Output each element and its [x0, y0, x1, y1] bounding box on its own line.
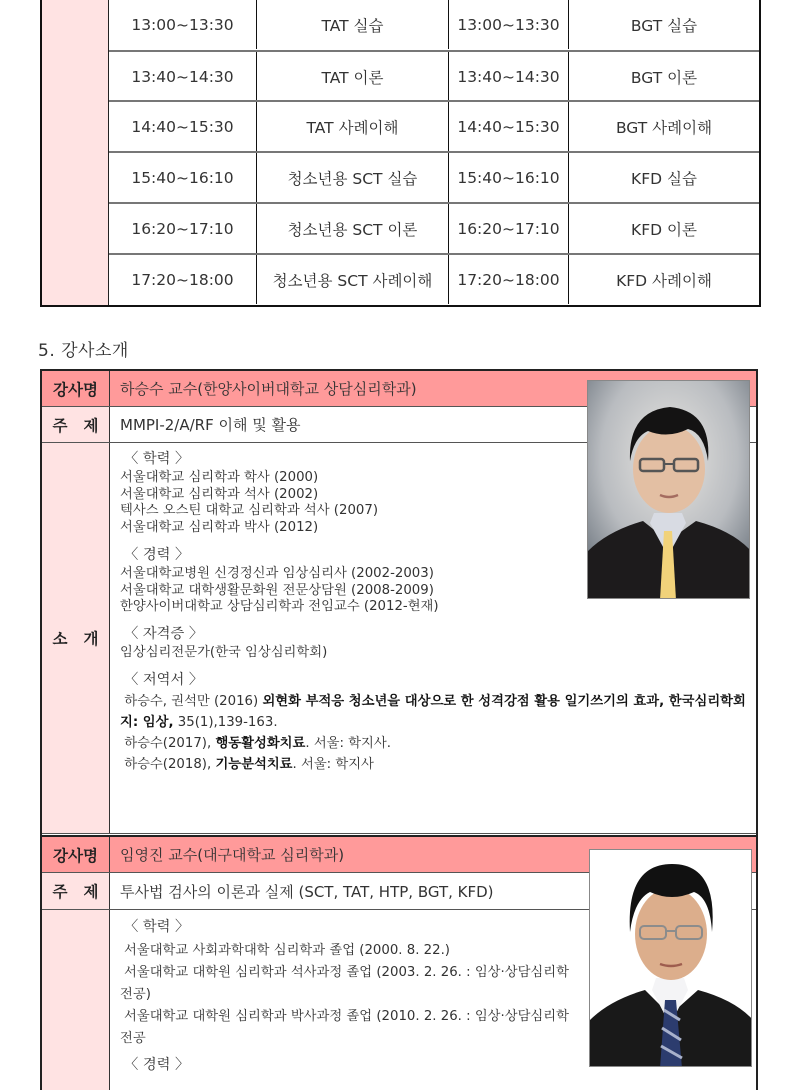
subject-a: 청소년용 SCT 사례이해	[257, 255, 449, 304]
subject-b: KFD 실습	[631, 169, 697, 188]
education-item: 서울대학교 대학원 심리학과 박사과정 졸업 (2010. 2. 26. : 임상·상담심리학 전공	[120, 1009, 569, 1046]
instructor-name: 임영진 교수(대구대학교 심리학과)	[120, 846, 345, 864]
education-heading: 〈 학력 〉	[124, 919, 190, 935]
career-item: 한양사이버대학교 상담심리학과 전임교수 (2012-현재)	[120, 599, 439, 615]
time-a: 13:00~13:30	[109, 0, 257, 49]
schedule-rows	[109, 0, 759, 305]
topic-value: 투사법 검사의 이론과 실제 (SCT, TAT, HTP, BGT, KFD)	[120, 882, 494, 901]
education-item: 서울대학교 심리학과 석사 (2002)	[120, 486, 319, 502]
instructor-photo	[589, 849, 752, 1067]
career-heading: 〈 경력 〉	[124, 1057, 190, 1073]
time-a: 16:20~17:10	[109, 204, 257, 253]
subject-a: TAT 사례이해	[257, 102, 449, 151]
schedule-table	[40, 0, 761, 307]
schedule-row	[109, 202, 759, 253]
schedule-row	[109, 151, 759, 202]
schedule-side-column	[42, 0, 109, 305]
career-item: 서울대학교병원 신경정신과 임상심리사 (2002-2003)	[120, 565, 434, 581]
name-label: 강사명	[42, 371, 110, 406]
subject-b: BGT 사례이해	[615, 118, 713, 137]
publication-item: 하승수(2017), 행동활성화치료. 서울: 학지사.	[124, 735, 391, 751]
time-b: 16:20~17:10	[449, 204, 569, 253]
subject-a: TAT 실습	[257, 0, 449, 49]
education-item: 서울대학교 심리학과 학사 (2000)	[120, 469, 319, 485]
career-item: 서울대학교 대학생활문화원 전문상담원 (2008-2009)	[120, 582, 434, 598]
education-item: 텍사스 오스틴 대학교 심리학과 석사 (2007)	[120, 503, 379, 519]
time-a: 15:40~16:10	[109, 153, 257, 202]
subject-b: BGT 실습	[630, 16, 698, 35]
portrait-icon	[590, 850, 752, 1067]
publication-item: 하승수, 권석만 (2016) 외현화 부적응 청소년을 대상으로 한 성격강점 활용 일기쓰기의 효과, 한국심리학회지: 임상, 35(1),139-163.	[120, 693, 746, 730]
time-b: 14:40~15:30	[449, 102, 569, 151]
publication-item: 하승수(2018), 기능분석치료. 서울: 학지사	[124, 756, 374, 772]
portrait-icon	[588, 381, 750, 599]
time-b: 13:00~13:30	[449, 0, 569, 49]
education-heading: 〈 학력 〉	[124, 451, 190, 467]
subject-a: 청소년용 SCT 실습	[257, 153, 449, 202]
education-item: 서울대학교 대학원 심리학과 석사과정 졸업 (2003. 2. 26. : 임상·상담심리학 전공)	[120, 965, 569, 1002]
name-label: 강사명	[42, 837, 110, 872]
subject-b: BGT 이론	[630, 68, 698, 87]
schedule-row	[109, 0, 759, 49]
topic-label: 주 제	[42, 407, 110, 442]
time-a: 13:40~14:30	[109, 52, 257, 101]
subject-b: KFD 이론	[631, 220, 697, 239]
schedule-row	[109, 253, 759, 304]
license-heading: 〈 자격증 〉	[124, 626, 204, 643]
intro-label: 소 개	[42, 443, 110, 833]
schedule-row	[109, 50, 759, 101]
time-b: 17:20~18:00	[449, 255, 569, 304]
instructor-photo	[587, 380, 750, 599]
schedule-row	[109, 100, 759, 151]
intro-label	[42, 910, 110, 1090]
instructor-name: 하승수 교수(한양사이버대학교 상담심리학과)	[120, 380, 417, 398]
publications-heading: 〈 저역서 〉	[124, 671, 204, 688]
time-b: 15:40~16:10	[449, 153, 569, 202]
time-b: 13:40~14:30	[449, 52, 569, 101]
career-heading: 〈 경력 〉	[124, 546, 190, 563]
license-item: 임상심리전문가(한국 임상심리학회)	[120, 644, 328, 660]
topic-label: 주 제	[42, 873, 110, 909]
section-title: 5. 강사소개	[38, 341, 129, 361]
education-item: 서울대학교 심리학과 박사 (2012)	[120, 520, 319, 536]
subject-b: KFD 사례이해	[616, 271, 712, 290]
topic-value: MMPI-2/A/RF 이해 및 활용	[120, 416, 301, 434]
subject-a: 청소년용 SCT 이론	[257, 204, 449, 253]
education-item: 서울대학교 사회과학대학 심리학과 졸업 (2000. 8. 22.)	[124, 943, 450, 958]
time-a: 14:40~15:30	[109, 102, 257, 151]
subject-a: TAT 이론	[257, 52, 449, 101]
time-a: 17:20~18:00	[109, 255, 257, 304]
